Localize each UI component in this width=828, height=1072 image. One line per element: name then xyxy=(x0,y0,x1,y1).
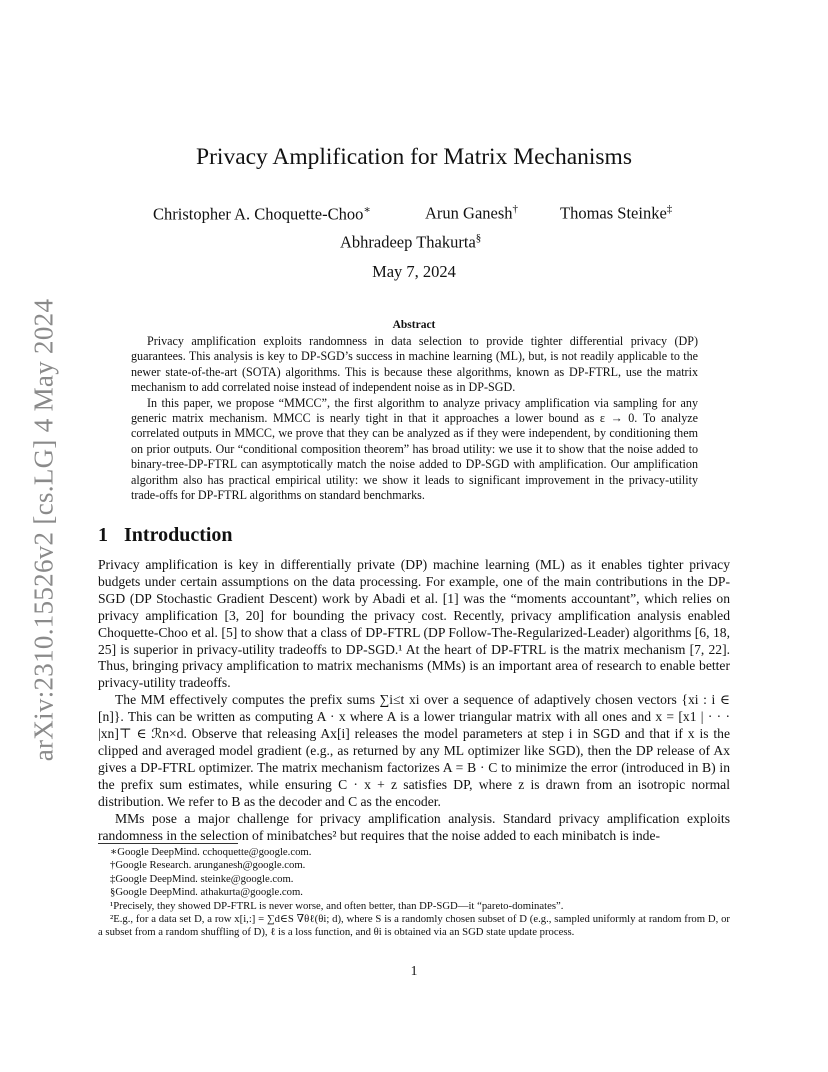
author-4 xyxy=(340,232,481,253)
arxiv-sidebar xyxy=(24,300,64,760)
footnotes xyxy=(98,846,730,940)
footnote: ‡Google DeepMind. steinke@google.com. xyxy=(110,872,294,885)
abstract-paragraph: In this paper, we propose “MMCC”, the first algorithm to analyze privacy amplification via sampling for any generic matrix mechanism. MMCC is nearly tight in that it approaches a lower bound as ε → 0. To analyze correlated outputs in MMCC, we prove that they can be analyzed as if they were independent, by conditioning them on prior outputs. Our “conditional composition theorem” has broad utility: we use it to show that the noise added to binary-tree-DP-FTRL can asymptotically match the noise added to DP-SGD with amplification. Our amplification algorithm also has practical empirical utility: we show it leads to significant improvement in the privacy-utility trade-offs for DP-FTRL algorithms on standard benchmarks. xyxy=(131,395,698,503)
body-paragraph: The MM effectively computes the prefix sums ∑i≤t xi over a sequence of adaptively chosen vectors {xi : i ∈ [n]}. This can be written as computing A · x where A is a lower triangular matrix with all ones and x = [x1 | · · · |xn]⊤ ∈ ℛn×d. Observe that releasing Ax[i] releases the model parameters at step i in SGD and that if x is the clipped and averaged model gradient (e.g., as returned by any ML optimizer like SGD), then the DP release of Ax gives a DP-FTRL optimizer. The matrix mechanism factorizes A = B · C to minimize the error (introduced in B) in the prefix sum estimates, while ensuring C · x + z satisfies DP, where z is drawn from an isotropic normal distribution. We refer to B as the decoder and C as the encoder. xyxy=(98,692,730,809)
author-2 xyxy=(425,203,518,224)
paper-title: Privacy Amplification for Matrix Mechanisms xyxy=(196,144,632,170)
paper-date: May 7, 2024 xyxy=(372,262,456,281)
author-3 xyxy=(560,203,672,224)
author-mark: § xyxy=(475,232,482,244)
body-paragraph: Privacy amplification is key in differentially private (DP) machine learning (ML) as it enables tighter privacy budgets under certain assumptions on the data processing. For example, one of the main contributions in the DP-SGD (DP Stochastic Gradient Descent) work by Abadi et al. [1] was the “moments accountant”, which relies on privacy amplification [3, 20] for bounding the privacy cost. Recently, privacy amplification analysis enabled Choquette-Choo et al. [5] to show that a class of DP-FTRL (DP Follow-The-Regularized-Leader) algorithms [6, 18, 25] is superior in privacy-utility tradeoffs to DP-SGD.¹ At the heart of DP-FTRL is the matrix mechanism [7, 22]. Thus, bringing privacy amplification to matrix mechanisms (MMs) is an important area of research to enable better privacy-utility tradeoffs. xyxy=(98,557,730,691)
section-number: 1 xyxy=(98,524,108,546)
abstract-body xyxy=(131,334,698,503)
author-name: Arun Ganesh xyxy=(425,203,513,223)
section-heading xyxy=(98,524,233,547)
author-mark: ∗ xyxy=(363,204,371,216)
arxiv-identifier: arXiv:2310.15526v2 [cs.LG] 4 May 2024 xyxy=(28,298,59,762)
footnote: ²E.g., for a data set D, a row x[i,:] = ∑d∈S ∇θℓ(θi; d), where S is a randomly chosen subset of D (e.g., sampled uniformly at random from D, or a subset from a random shuffling of D), ℓ is a loss function, and θi is obtained via an SGD state update process. xyxy=(98,913,730,939)
author-mark: † xyxy=(512,203,519,215)
author-name: Abhradeep Thakurta xyxy=(340,232,476,252)
author-1 xyxy=(153,203,371,225)
author-name: Christopher A. Choquette-Choo xyxy=(153,204,364,224)
abstract-paragraph: Privacy amplification exploits randomness in data selection to provide tighter differential privacy (DP) guarantees. This analysis is key to DP-SGD’s success in machine learning (ML), but, is not readily applicable to the newer state-of-the-art (SOTA) algorithms. This is because these algorithms, known as DP-FTRL, use the matrix mechanism to add correlated noise instead of independent noise as in DP-SGD. xyxy=(131,334,698,395)
abstract-heading: Abstract xyxy=(392,319,436,331)
footnote: §Google DeepMind. athakurta@google.com. xyxy=(110,886,303,899)
intro-body xyxy=(98,557,730,844)
footnote-rule xyxy=(98,843,238,844)
footnote: ¹Precisely, they showed DP-FTRL is never worse, and often better, than DP-SGD—it “pareto-dominates”. xyxy=(110,899,564,912)
body-paragraph: MMs pose a major challenge for privacy amplification analysis. Standard privacy amplification exploits randomness in the selection of minibatches² but requires that the noise added to each minibatch is inde- xyxy=(98,810,730,843)
page-number: 1 xyxy=(410,963,418,978)
footnote: †Google Research. arunganesh@google.com. xyxy=(110,859,306,872)
section-title: Introduction xyxy=(124,524,233,546)
author-mark: ‡ xyxy=(666,203,673,215)
footnote: ∗Google DeepMind. cchoquette@google.com. xyxy=(110,846,312,858)
author-name: Thomas Steinke xyxy=(560,203,667,223)
